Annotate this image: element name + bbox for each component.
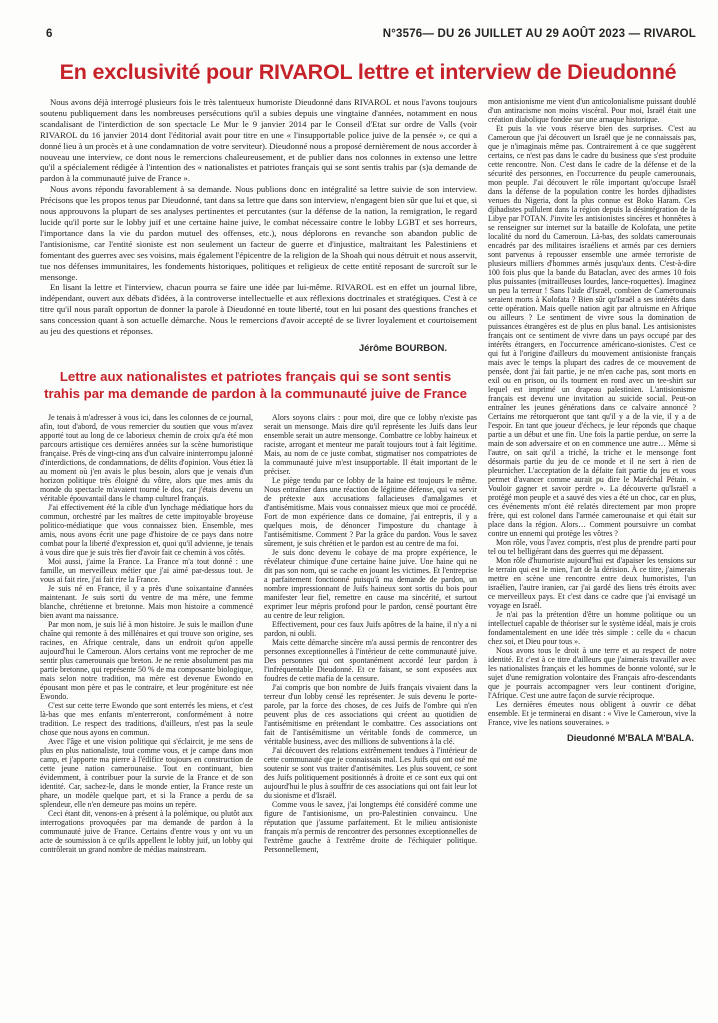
letter-paragraph: Je suis né en France, il y a près d'une soixantaine d'années maintenant. Je suis sorti du ventre de ma mère, une femme blanche, chrétienne et bretonne. Mais mon histoire a commencé bien avant ma naissance. <box>40 583 253 620</box>
letter-paragraph: J'ai découvert des relations extrêmement tendues à l'intérieur de cette communauté que je connaissais mal. Les Juifs qui ont osé me soutenir se sont vus traiter d'antisémites. Les plus souvent, ce sont des Juifs politiquement positionnés à droite et ce sont eux qui ont aujourd'hui le plus à souffrir de ces associations qui ont fait leur lot du sionisme et d'Israël. <box>264 745 477 800</box>
letter-paragraph: Nous avons tous le droit à une terre et au respect de notre identité. Et c'est à ce titre d'ailleurs que j'aimerais travailler avec les nationalistes français et les hommes de bonne volonté, sur le sujet d'une remigration volontaire des Français afro-descendants que je pourrais accompagner vers leur continent d'origine, l'Afrique. C'est une autre façon de survie réciproque. <box>488 646 696 700</box>
letter-paragraph: Je suis donc devenu le cobaye de ma propre expérience, le révélateur chimique d'une certaine haine juive. Une haine qui ne dit pas son nom, qui se cache en jouant les victimes. Et l'entreprise a parfaitement fonctionné puisqu'à ma demande de pardon, un nombre impressionnant de Juifs haineux sont sortis du bois pour manifester leur fiel, remettre en cause ma sincérité, et surtout exprimer leur mépris profond pour le pardon, censé pourtant être au centre de leur religion. <box>264 547 477 620</box>
letter-paragraph: Avec l'âge et une vision politique qui s'éclaircit, je me sens de plus en plus nationaliste, tout comme vous, et je campe dans mon camp, et j'apporte ma pierre à l'édifice toujours en construction de cette jeune nation camerounaise. Tout en continuant, bien évidemment, à contribuer pour la survie de la France et de son identité. Car, sachez-le, dans le monde entier, la France reste un phare, un modèle quelque part, et si la France a perdu de sa splendeur, elle n'en demeure pas moins un repère. <box>40 736 253 809</box>
letter-column-2 <box>264 413 477 854</box>
letter-paragraph: J'ai compris que bon nombre de Juifs français vivaient dans la terreur d'un lobby censé les représenter. Je suis devenu le porte-parole, par la force des choses, de ces Juifs de l'ombre qui n'en peuvent plus de ces associations qui créent au quotidien de l'antisémitisme en prétendant le combattre. Ces associations ont fait de l'antisémitisme un véritable fonds de commerce, un véritable business, avec des millions de subventions à la clé. <box>264 682 477 746</box>
letter-paragraph: Alors soyons clairs : pour moi, dire que ce lobby n'existe pas serait un mensonge. Mais dire qu'il représente les Juifs dans leur ensemble serait un autre mensonge. Combattre ce lobby haineux et raciste, arrogant et menteur me paraît toujours tout à fait légitime. Mais, au nom de ce juste combat, stigmatiser nos compatriotes de la communauté juive m'est insupportable. Il était important de le préciser. <box>264 412 477 476</box>
letter-paragraph: mon antisionisme me vient d'un anticolonialisme puissant doublé d'un antiracisme non moins viscéral. Pour moi, Israël était une création diabolique fondée sur une arnaque historique. <box>488 97 696 124</box>
letter-paragraph: Par mon nom, je suis lié à mon histoire. Je suis le maillon d'une chaîne qui remonte à des millénaires et qui trouve son origine, ses racines, en Afrique centrale, dans un endroit qu'on appelle aujourd'hui le Cameroun. Alors certains vont me reprocher de me sentir plus camerounais que breton. Je ne renie absolument pas ma partie bretonne, qui représente 50 % de ma composante biologique, mais selon notre tradition, ma mère est devenue Ewondo en épousant mon père et pas le contraire, et leur progéniture est née Ewondo. <box>40 619 253 701</box>
main-headline: En exclusivité pour RIVAROL lettre et interview de Dieudonné <box>59 60 677 84</box>
letter-heading-line1: Lettre aux nationalistes et patriotes français qui se sont sentis <box>59 368 452 384</box>
intro-paragraph: Nous avons répondu favorablement à sa demande. Nous publions donc en intégralité sa lettre suivie de son interview. Précisons que les propos tenus par Dieudonné, tant dans sa lettre que dans son interview, n'engagent bien sûr que lui et que, si nous approuvons la plupart de ses analyses pertinentes et percutantes (sur la défense de la nation, la remigration, le regard lucide qu'il porte sur le lobby juif et une certaine haine juive, le combat nécessaire contre le lobby LGBT et ses horreurs, l'importance dans la vie du pardon mutuel des offenses, etc.), nous déplorons en revanche son abandon public de l'antisionisme, car l'entité sioniste est non seulement un facteur de guerre et d'injustice, maltraitant les Palestiniens et fomentant des guerres avec ses voisins, mais également l'épicentre de la religion de la Shoah qui nous détruit et nous asservit, tue nos défenses immunitaires, les fondements historiques, politiques et religieux de cette entité reposant de surcroît sur le mensonge. <box>40 184 477 282</box>
letter-paragraph: Je n'ai pas la prétention d'être un homme politique ou un intellectuel capable de théoriser sur le système idéal, mais je crois fondamentalement en une idée très simple : celle du « chacun chez soi, et Dieu pour tous ». <box>488 610 696 646</box>
editor-intro <box>40 97 477 354</box>
letter-paragraph: Je tenais à m'adresser à vous ici, dans les colonnes de ce journal, afin, tout d'abord, de vous remercier du soutien que vous m'avez apporté tout au long de ce laborieux chemin de croix qu'a été mon parcours artistique ces dernières années sur la scène humoristique française. Près de vingt-cinq ans d'un calvaire ininterrompu jalonné d'interdictions, de condamnations, de délits d'opinion. Vous étiez là au moment où j'en avais le plus besoin, alors que je venais d'un horizon politique très éloigné du vôtre, alors que mes amis du monde du spectacle m'avaient tourné le dos, car j'étais devenu un véritable épouvantail dans le champ culturel français. <box>40 412 253 503</box>
letter-paragraph: Mon rôle, vous l'avez compris, n'est plus de prendre parti pour tel ou tel belligérant dans des guerres qui me dépassent. <box>488 538 696 556</box>
letter-paragraph: Le piège tendu par ce lobby de la haine est toujours le même. Nous entraîner dans une réaction de légitime défense, qui va servir de prétexte aux accusations fallacieuses d'amalgames et d'antisémitisme. Mais vous connaissez mieux que moi ce procédé. Fort de mon expérience dans ce domaine, j'ai entrepris, il y a quelques mois, de dénoncer l'imposture du chantage à l'antisémitisme. Comment ? Par la grâce du pardon. Vous le savez sûrement, je suis chrétien et le pardon est au centre de ma foi. <box>264 475 477 548</box>
page-header <box>40 28 696 40</box>
author-signature: Dieudonné M'BALA M'BALA. <box>567 733 694 743</box>
page-body <box>40 97 696 854</box>
masthead: N°3576— DU 26 JUILLET AU 29 AOÛT 2023 — RIVAROL <box>382 28 696 40</box>
letter-column-3 <box>488 97 696 854</box>
letter-paragraph: Mon rôle d'humoriste aujourd'hui est d'apaiser les tensions sur le terrain qui est le mien, l'art de la dérision. À ce titre, j'aimerais mettre en scène une rencontre entre deux humoristes, l'un israélien, l'autre iranien, car j'ai gardé des liens très étroits avec ce merveilleux pays. Et c'est dans ce cadre que j'ai envisagé un voyage en Israël. <box>488 556 696 610</box>
editor-signature: Jérôme BOURBON. <box>358 342 447 354</box>
letter-column-1 <box>40 413 253 854</box>
letter-paragraph: Mais cette démarche sincère m'a aussi permis de rencontrer des personnes exceptionnelles à l'intérieur de cette communauté juive. Des personnes qui ont spontanément accordé leur pardon à l'infréquentable Dieudonné. Et ce faisant, se sont exposées aux foudres de cette mafia de la censure. <box>264 637 477 683</box>
letter-heading <box>40 369 471 403</box>
letter-heading-line2: trahis par ma demande de pardon à la communauté juive de France <box>44 385 467 401</box>
intro-paragraph: Nous avons déjà interrogé plusieurs fois le très talentueux humoriste Dieudonné dans RIVAROL et nous l'avons toujours soutenu publiquement dans les nombreuses persécutions qu'il a subies depuis une vingtaine d'années, notamment en nous scandalisant de l'interdiction de son spectacle Le Mur le 9 janvier 2014 par le Conseil d'Etat sur ordre de Valls (voir RIVAROL du 16 janvier 2014 dont l'éditorial avait pour titre en une « l'insupportable police juive de la pensée », ce qui a donné lieu à un procès et à une condamnation de votre serviteur). Dieudonné nous a proposé dernièrement de nous accorder à nouveau une interview, ce dont nous le remercions chaleureusement, et de publier dans nos colonnes in extenso une lettre qu'il a spécialement rédigée à l'intention des « nationalistes et patriotes français qui se sont sentis trahis par (s)a demande de pardon à la communauté juive de France ». <box>40 97 477 184</box>
left-block <box>40 97 477 854</box>
letter-paragraph: Ceci étant dit, venons-en à présent à la polémique, ou plutôt aux interrogations provoquées par ma demande de pardon à la communauté juive de France. Certains d'entre vous y ont vu un acte de soumission à ce qu'ils appellent le lobby juif, un lobby qui contrôlerait un grand nombre de médias mainstream. <box>40 808 253 854</box>
letter-paragraph: J'ai effectivement été la cible d'un lynchage médiatique hors du commun, orchestré par les maîtres de cette impitoyable broyeuse politico-médiatique que vous connaissez bien. Ensemble, mes amis, nous avons écrit une page d'histoire de ce pays dans notre combat pour la liberté d'expression et, quoi qu'il advienne, je tenais à vous dire que je suis très fier d'avoir fait ce chemin à vos côtés. <box>40 502 253 557</box>
letter-paragraph: Effectivement, pour ces faux Juifs apôtres de la haine, il n'y a ni pardon, ni oubli. <box>264 619 477 638</box>
page-number: 6 <box>46 28 53 40</box>
letter-paragraph: Les dernières émeutes nous obligent à ouvrir ce débat ensemble. Et je terminerai en disant : « Vive le Cameroun, vive la France, vive les nations souveraines. » <box>488 700 696 727</box>
letter-columns <box>40 413 477 854</box>
intro-paragraph: En lisant la lettre et l'interview, chacun pourra se faire une idée par lui-même. RIVAROL est en effet un journal libre, indépendant, ouvert aux débats d'idées, à la controverse intellectuelle et aux réflexions doctrinales et stratégiques. C'est à ce titre qu'il nous paraît opportun de donner la parole à Dieudonné en toute liberté, tout en lui posant des questions franches et sans concession quant à son actuelle démarche. Nous le remercions d'avoir accepté de se livrer loyalement et courtoisement au jeu des questions et réponses. <box>40 282 477 337</box>
letter-paragraph: Moi aussi, j'aime la France. La France m'a tout donné : une famille, un merveilleux métier que j'ai aimé par-dessus tout. Je vous ai fait rire, j'ai fait rire la France. <box>40 556 253 584</box>
letter-paragraph: C'est sur cette terre Ewondo que sont enterrés les miens, et c'est là-bas que mes enfants m'enterreront, conformément à notre tradition. Le respect des traditions, d'ailleurs, n'est pas la seule chose que nous ayons en commun. <box>40 700 253 737</box>
letter-paragraph: Comme vous le savez, j'ai longtemps été considéré comme une figure de l'antisionisme, un pro-Palestinien convaincu. Une réputation que j'assume parfaitement. Et le milieu antisioniste français m'a permis de rencontrer des personnes exceptionnelles de l'extrême gauche à l'extrême droite de l'échiquier politique. Personnellement, <box>264 799 477 854</box>
letter-paragraph: Et puis la vie vous réserve bien des surprises. C'est au Cameroun que j'ai découvert un Israël que je ne connaissais pas, que je n'imaginais même pas. Contrairement à ce que suggèrent certains, ce n'est pas dans le cadre du business que s'est produite cette rencontre. Non. C'est dans le cadre de la défense et de la sécurité des personnes, en l'occurrence du peuple camerounais, mon peuple. J'ai découvert le rôle important qu'occupe Israël dans la défense de la population contre les hordes djihadistes venues du Nigeria, dont la plus connue est Boko Haram. Ces djihadistes pullulent dans la région depuis la désintégration de la Libye par l'OTAN. J'invite les antisionistes sincères et honnêtes à se renseigner sur internet sur la bataille de Kolofata, une petite localité du nord du Cameroun. Là-bas, des soldats camerounais encadrés par des militaires israéliens et armés par ces derniers sont parvenus à repousser ensemble une armée terroriste de plusieurs milliers d'hommes armés jusqu'aux dents. C'est-à-dire 100 fois plus que la bande du Bataclan, avec des armes 10 fois plus puissantes (mitrailleuses lourdes, lance-roquettes). Imaginez un peu la terreur ! Sans l'aide d'Israël, combien de Camerounais seraient morts à Kolofata ? Bien sûr qu'Israël a ses intérêts dans cette opération. Mais quelle nation agit par altruisme en Afrique ou ailleurs ? Le sentiment de vivre sous la domination de puissances étrangères est de plus en plus banal. Les antisionistes français ont ce sentiment de vivre dans un pays occupé par des intérêts étrangers, en l'occurrence américano-sionistes. C'est ce qui fut à l'origine d'ailleurs du mouvement antisioniste français mais avec le temps la plupart des cadres de ce mouvement de pensée, dont j'ai fait partie, je ne m'en cache pas, sont morts en exil ou en prison, ou ils tournent en rond avec un tee-shirt sur lequel est imprimé un drapeau palestinien. L'antisionisme français est devenu une invitation au suicide social. Peut-on entraîner les jeunes générations dans ce calvaire annoncé ? Certains me rétorqueront que tant qu'il y a de la vie, il y a de l'espoir. En tant que joueur d'échecs, je leur réponds que chaque partie a un début et une fin. Une fois la partie perdue, on serre la main de son adversaire et on en commence une autre… Même si l'autre, on sait qu'il a triché, la triche et le mensonge font désormais partie du jeu de ce monde et il ne sert à rien de pleurnicher. L'acceptation de la défaite fait partie du jeu et vous permet d'avancer comme aurait pu dire le Maréchal Pétain. « Vouloir gagner et savoir perdre ». La découverte qu'Israël a protégé mon peuple et a sauvé des vies a été un choc, car en plus, ces événements m'ont été relatés directement par mon propre frère, qui est colonel dans l'armée camerounaise et qui était sur place dans la région. Alors… Comment poursuivre un combat contre un ennemi qui protège les vôtres ? <box>488 124 696 538</box>
